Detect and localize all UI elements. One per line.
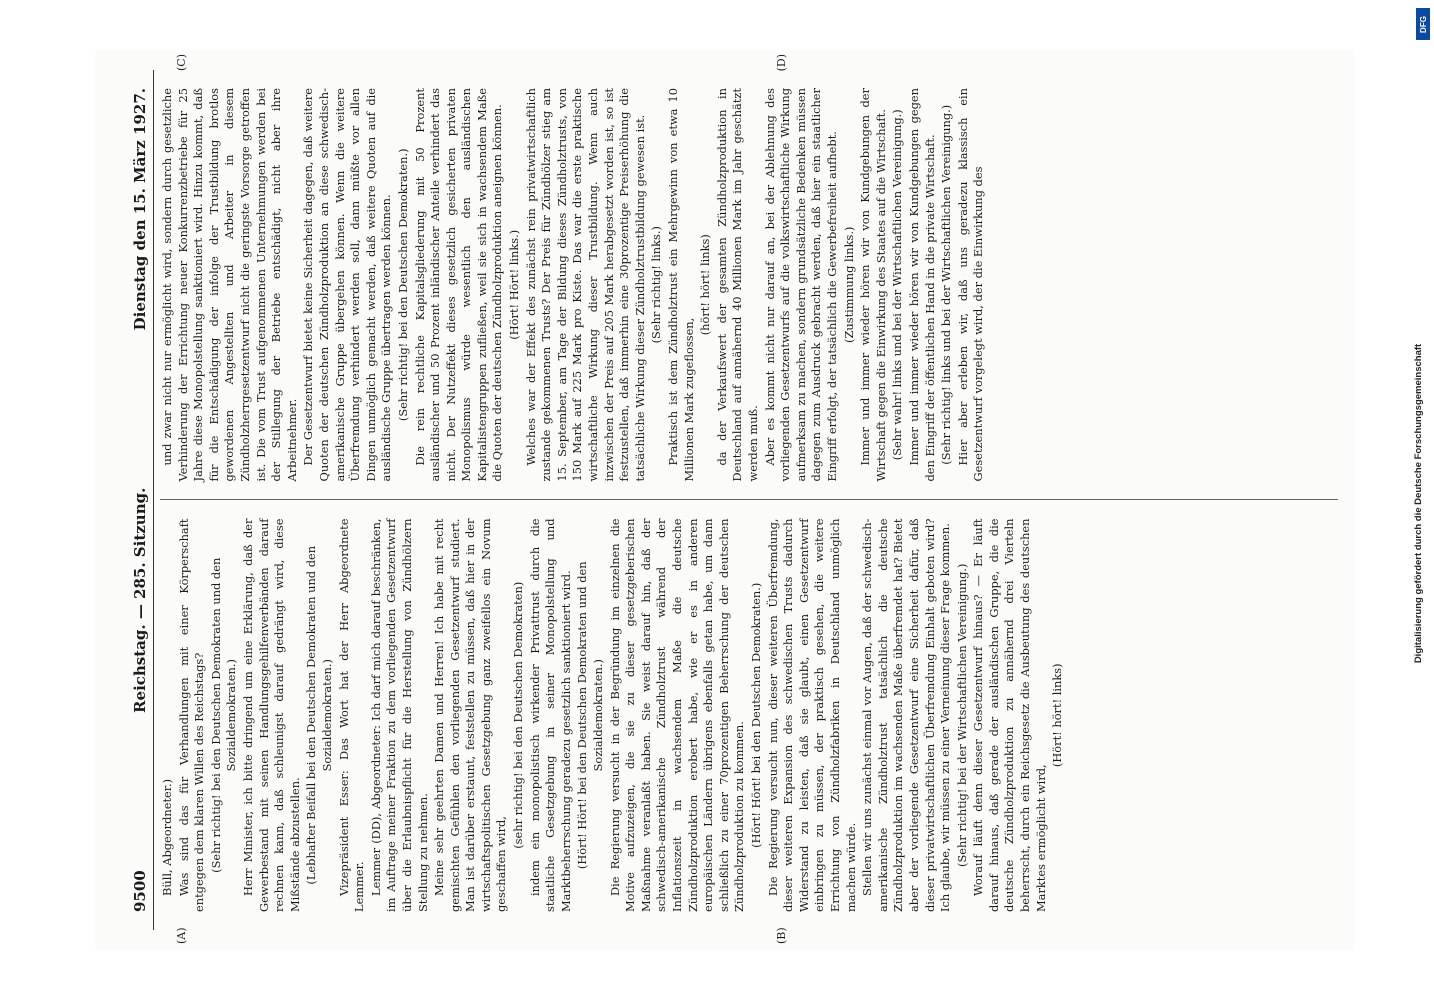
paragraph: Aber es kommt nicht nur darauf an, bei der Ablehnung des vorliegenden Gesetzentwurfs auf die volkswirtschaftliche Wirkung aufmerksam zu machen, sondern grundsätzliche Bedenken müssen dagegen zum Ausdruck gebracht werden, daß hier ein staatlicher Eingriff erfolgt, der tatsächlich die Gewerbefreiheit aufhebt. [762,88,839,482]
right-text-column [154,54,1344,500]
paragraph: (sehr richtig! bei den Deutschen Demokraten) [511,581,526,849]
margin-marker-d: (D) [775,54,788,72]
left-text-column [154,501,1344,944]
paragraph: Stellen wir uns zunächst einmal vor Augen, daß der schwedisch-amerikanische Zündholztrust tatsächlich die deutsche Zündholzproduktion im wachsenden Maße überfremdet hat? Bietet aber der vorliegende Gesetzentwurf eine Sicherheit dafür, daß dieser privatwirtschaftlichen Überfremdung Einhalt geboten wird? Ich glaube, wir müssen zu einer Verneinung dieser Frage kommen. [860,518,953,912]
paragraph: (Hört! Hört! bei den Deutschen Demokraten.) [748,582,763,848]
margin-marker-a: (A) [175,927,188,944]
rotated-document-page [125,54,1355,944]
paragraph: (Hört! hört! links) [1050,663,1065,768]
dfg-logo-text: DFG [1418,15,1428,33]
paragraph: Lemmer (DD), Abgeordneter: Ich darf mich darauf beschränken, im Auftrage meiner Fraktion zu dem vorliegenden Gesetzentwurf über die Erlaubnispflicht für die Herstellung von Zündhölzern Stellung zu nehmen. [368,518,430,912]
paragraph: (Lebhafter Beifall bei den Deutschen Demokraten und den Sozialdemokraten.) [304,545,334,885]
paragraph: (Hört! Hört! bei den Deutschen Demokraten und den Sozialdemokraten.) [575,561,606,870]
paragraph: Die rein rechtliche Kapitalsgliederung mit 50 Prozent ausländischer und 50 Prozent inländischer Anteile verhindert das nicht. Der Nutzeffekt dieses gesetzlich gesicherten privaten Monopolismus würde wesentlich den ausländischen Kapitalistengruppen zufließen, weil sie sich in wachsendem Maße die Quoten der deutschen Zündholzproduktion aneignen können. [412,88,505,482]
scanned-page-sheet [95,50,1355,950]
paragraph: Die Regierung versucht in der Begründung im einzelnen die Motive aufzuzeigen, die sie zu dieser gesetzgeberischen Maßnahme veranlaßt haben. Sie weist darauf hin, daß der schwedisch-amerikanische Zündholztrust während der Inflationszeit in wachsendem Maße die deutsche Zündholzproduktion erobert habe, wie er es in anderen europäischen Ländern übrigens ebenfalls getan habe, um dann schließlich zu einer 70prozentigen Beherrschung der deutschen Zündholzproduktion zu kommen. [607,518,747,912]
paragraph: Hier aber erleben wir, daß uns geradezu klassisch ein Gesetzentwurf vorgelegt wird, der die Einwirkung des [955,88,986,482]
paragraph: Was sind das für Verhandlungen mit einer Körperschaft entgegen dem klaren Willen des Reichstags? [176,518,207,912]
digitization-credit-text: Digitalisierung gefördert durch die Deutsche Forschungsgemeinschaft [1413,343,1425,663]
paragraph: Meine sehr geehrten Damen und Herren! Ich habe mit recht gemischten Gefühlen den vorliegenden Gesetzentwurf studiert. Man ist darüber erstaunt, feststellen zu müssen, daß hier in der wirtschaftspolitischen Gesetzgebung ganz zweifellos ein Novum geschaffen wird, [432,518,509,912]
paragraph: (Hört! Hört! links.) [507,229,522,340]
margin-marker-b: (B) [775,927,788,944]
paragraph: und zwar nicht nur ermöglicht wird, sondern durch gesetzliche Verhinderung der Errichtung neuer Konkurrenzbetriebe für 25 Jahre diese Monopolstellung sanktioniert wird. Hinzu kommt, daß für die Entschädigung der infolge der Trustbildung brotlos gewordenen Angestellten und Arbeiter in diesem Zündholzherrgesetzentwurf nicht die geringste Vorsorge getroffen ist. Die vom Trust aufgenommenen Unternehmungen werden bei der Stillegung der Betriebe entschädigt, nicht aber ihre Arbeitnehmer. [160,88,299,482]
paragraph: (Sehr richtig! bei den Deutschen Demokraten.) [395,148,410,422]
paragraph: (Sehr richtig! links.) [649,226,664,344]
text-columns [154,54,1344,944]
paragraph: (Sehr richtig! links und bei der Wirtschaftlichen Vereinigung.) [939,104,954,465]
paragraph: Herr Minister, ich bitte dringend um eine Erklärung, daß der Gewerbestand mit seinen Handlungsgehilfenverbänden darauf rechnen kann, daß schleunigst darauf gedrängt wird, diese Mißstände abzustellen. [240,518,302,912]
paragraph: (Sehr richtig! bei den Deutschen Demokraten und den Sozialdemokraten.) [208,557,239,873]
paragraph: (Zustimmung links.) [841,226,856,343]
paragraph: Der Gesetzentwurf bietet keine Sicherheit dagegen, daß weitere Quoten der deutschen Zündholzproduktion an diese schwedisch-amerikanische Gruppe übergehen können. Wenn die weitere Überfremdung verhindert werden soll, dann müßte vor allen Dingen unmöglich gemacht werden, daß weitere Quoten auf die ausländische Gruppe übertragen werden können. [301,88,394,482]
paragraph: Vizepräsident Esser: Das Wort hat der Herr Abgeordnete Lemmer. [336,518,367,912]
paragraph: Praktisch ist dem Zündholztrust ein Mehrgewinn von etwa 10 Millionen Mark zugeflossen, [666,88,696,482]
margin-marker-c: (C) [175,54,188,71]
paragraph: Immer und immer wieder hören wir von Kundgebungen gegen den Eingriff der öffentlichen Hand in die private Wirtschaft. [906,88,937,482]
right-running-title: Dienstag den 15. März 1927. [131,88,149,331]
paragraph: (Sehr richtig! bei der Wirtschaftlichen Vereinigung.) [954,563,969,867]
page-number: 9500 [131,870,149,912]
paragraph: (hört! hört! links) [698,234,713,336]
paragraph: indem ein monopolistisch wirkender Privattrust durch die staatliche Gesetzgebung in seiner Monopolstellung und Marktbeherrschung geradezu gesetzlich sanktioniert wird. [527,518,573,912]
paragraph: da der Verkaufswert der gesamten Zündholzproduktion in Deutschland auf annähernd 40 Millionen Mark im Jahr geschätzt werden muß. [714,88,760,482]
digitization-credit [1410,8,1428,998]
paragraph: Welches war der Effekt des zunächst rein privatwirtschaftlich zustande gekommenen Trusts? Der Preis für Zündhölzer stieg am 15. September, am Tage der Bildung dieses Zündholztrusts, von 150 Mark auf 225 Mark pro Kiste. Das war die erste praktische wirtschaftliche Wirkung dieser Trustbildung. Wenn auch inzwischen der Preis auf 205 Mark herabgesetzt worden ist, so ist festzustellen, daß immerhin eine 30prozentige Preiserhöhung die tatsächliche Wirkung dieser Zündholztrustbildung gewesen ist. [523,88,647,482]
paragraph: (Sehr wahr! links und bei der Wirtschaftlichen Vereinigung.) [890,109,905,461]
paragraph: Büll, Abgeordneter.) [160,778,174,896]
page-header [125,70,154,930]
paragraph: Immer und immer wieder hören wir von Kundgebungen der Wirtschaft gegen die Einwirkung des Staates auf die Wirtschaft. [858,88,888,482]
paragraph: Die Regierung versucht nun, dieser weiteren Überfremdung, dieser weiteren Expansion des schwedischen Trusts dadurch Widerstand zu leisten, daß sie glaubt, einen Gesetzentwurf einbringen zu müssen, der praktisch gesehen, die weitere Errichtung von Zündholzfabriken in Deutschland unmöglich machen würde. [765,518,858,912]
paragraph: Worauf läuft denn dieser Gesetzentwurf hinaus? — Er läuft darauf hinaus, daß gerade der ausländischen Gruppe, die die deutsche Zündholzproduktion zu annähernd drei Vierteln beherrscht, durch ein Reichsgesetz die Ausbeutung des deutschen Marktes ermöglicht wird, [971,518,1048,912]
left-running-title: Reichstag. — 285. Sitzung. [131,487,149,713]
dfg-logo-badge [1416,8,1430,40]
